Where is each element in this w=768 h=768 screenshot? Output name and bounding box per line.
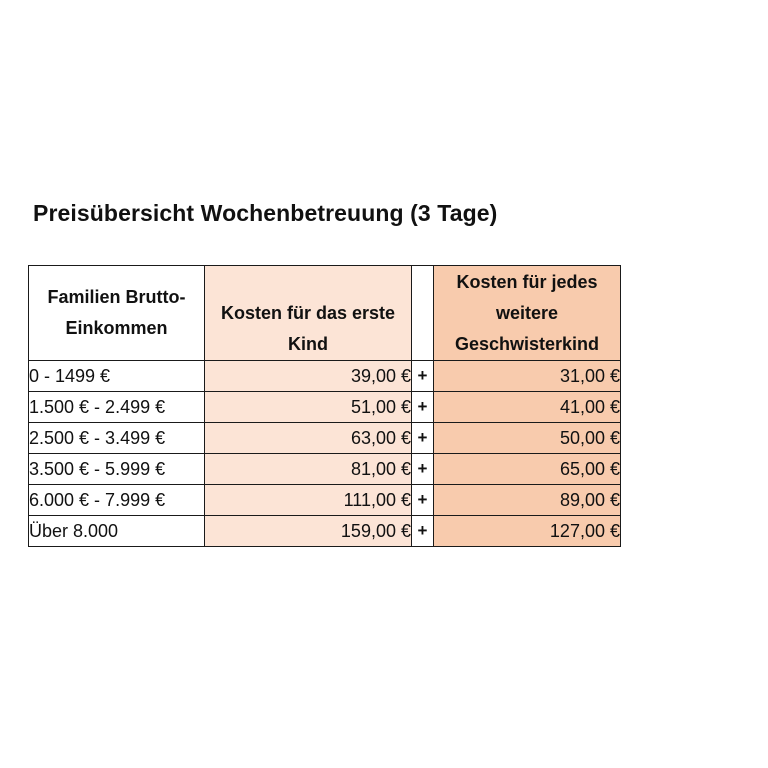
table-row bbox=[29, 392, 621, 423]
sibling-cost-cell: 127,00 € bbox=[434, 516, 621, 547]
income-cell: 3.500 € - 5.999 € bbox=[29, 454, 205, 485]
plus-cell: + bbox=[412, 454, 434, 485]
income-cell: 6.000 € - 7.999 € bbox=[29, 485, 205, 516]
first-child-cost-cell: 159,00 € bbox=[205, 516, 412, 547]
income-cell: 2.500 € - 3.499 € bbox=[29, 423, 205, 454]
first-child-cost-cell: 51,00 € bbox=[205, 392, 412, 423]
first-child-cost-cell: 63,00 € bbox=[205, 423, 412, 454]
income-cell: Über 8.000 bbox=[29, 516, 205, 547]
table-row bbox=[29, 454, 621, 485]
table-row bbox=[29, 361, 621, 392]
sibling-cost-cell: 41,00 € bbox=[434, 392, 621, 423]
first-child-cost-cell: 81,00 € bbox=[205, 454, 412, 485]
income-cell: 0 - 1499 € bbox=[29, 361, 205, 392]
income-cell: 1.500 € - 2.499 € bbox=[29, 392, 205, 423]
plus-cell: + bbox=[412, 516, 434, 547]
header-plus bbox=[412, 266, 434, 361]
sibling-cost-cell: 89,00 € bbox=[434, 485, 621, 516]
header-income: Familien Brutto-Einkommen bbox=[29, 266, 205, 361]
sibling-cost-cell: 50,00 € bbox=[434, 423, 621, 454]
page-title: Preisübersicht Wochenbetreuung (3 Tage) bbox=[33, 200, 498, 226]
table-row bbox=[29, 485, 621, 516]
header-sibling: Kosten für jedes weitere Geschwisterkind bbox=[434, 266, 621, 361]
table-header-row bbox=[29, 266, 621, 361]
plus-cell: + bbox=[412, 361, 434, 392]
price-table bbox=[28, 265, 621, 547]
plus-cell: + bbox=[412, 392, 434, 423]
first-child-cost-cell: 111,00 € bbox=[205, 485, 412, 516]
table-row bbox=[29, 516, 621, 547]
header-first-child: Kosten für das erste Kind bbox=[205, 266, 412, 361]
plus-cell: + bbox=[412, 485, 434, 516]
plus-cell: + bbox=[412, 423, 434, 454]
first-child-cost-cell: 39,00 € bbox=[205, 361, 412, 392]
sibling-cost-cell: 65,00 € bbox=[434, 454, 621, 485]
sibling-cost-cell: 31,00 € bbox=[434, 361, 621, 392]
table-row bbox=[29, 423, 621, 454]
